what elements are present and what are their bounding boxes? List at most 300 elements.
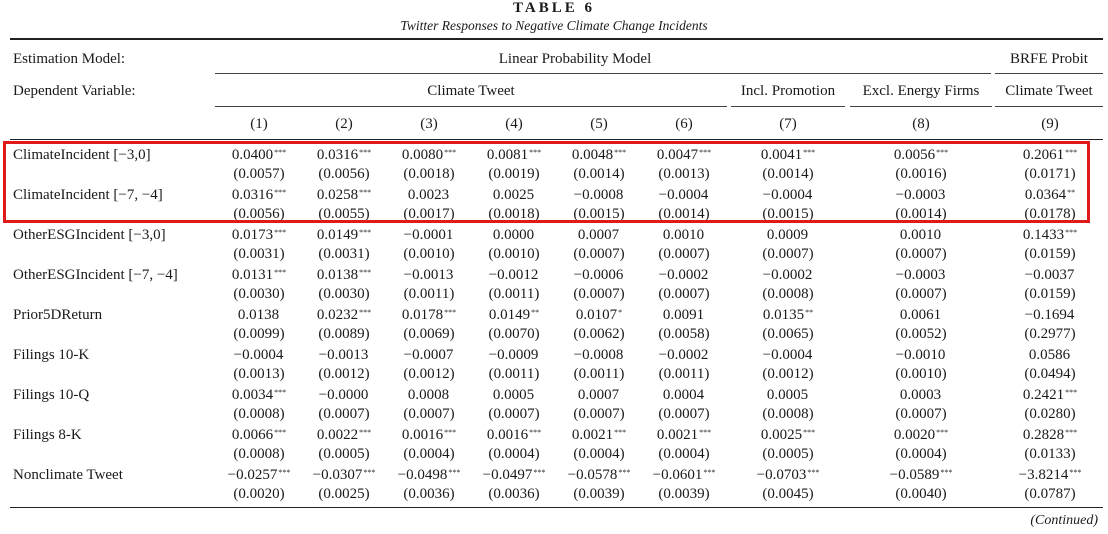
significance-stars: *** <box>618 468 631 477</box>
coefficient-value: 0.0010 <box>662 227 705 243</box>
coefficient-cell <box>469 386 559 404</box>
standard-error-cell: (0.0005) <box>318 446 370 462</box>
standard-error-cell: (0.0787) <box>1024 486 1076 502</box>
significance-stars: *** <box>614 428 627 437</box>
significance-stars: * <box>618 308 623 317</box>
standard-error-cell: (0.0017) <box>403 206 455 222</box>
coefficient-cell <box>876 466 966 484</box>
coefficient-cell <box>639 426 729 444</box>
coefficient-cell <box>299 346 389 364</box>
standard-error-cell: (0.0007) <box>573 246 625 262</box>
coefficient-value: −0.0008 <box>573 347 624 363</box>
standard-error-cell: (0.0019) <box>488 166 540 182</box>
significance-stars: *** <box>274 228 287 237</box>
significance-stars: *** <box>278 468 291 477</box>
coefficient-value: 0.0091 <box>662 307 705 323</box>
significance-stars: ** <box>1067 188 1076 197</box>
standard-error-cell: (0.0036) <box>403 486 455 502</box>
coefficient-value: 0.0316 <box>316 147 359 163</box>
coefficient-cell <box>214 226 304 244</box>
coefficient-value: −0.0002 <box>658 267 709 283</box>
row-label: Filings 10-Q <box>13 387 90 403</box>
standard-error-cell: (0.0040) <box>895 486 947 502</box>
coefficient-cell <box>384 386 474 404</box>
coefficient-value: 0.0258 <box>316 187 359 203</box>
coefficient-cell <box>743 386 833 404</box>
coefficient-cell <box>876 306 966 324</box>
coefficient-value: −0.0703 <box>756 467 807 483</box>
coefficient-cell <box>214 466 304 484</box>
coefficient-cell <box>384 346 474 364</box>
standard-error-cell: (0.0039) <box>573 486 625 502</box>
dependent-variable-label: Dependent Variable: <box>13 83 136 99</box>
standard-error-cell: (0.0055) <box>318 206 370 222</box>
coefficient-cell <box>639 306 729 324</box>
coefficient-cell <box>876 346 966 364</box>
standard-error-cell: (0.0133) <box>1024 446 1076 462</box>
coefficient-value: 0.0173 <box>231 227 274 243</box>
coefficient-cell <box>743 306 833 324</box>
coefficient-value: −0.0257 <box>227 467 278 483</box>
coefficient-cell <box>1005 386 1095 404</box>
significance-stars: *** <box>1065 148 1078 157</box>
coefficient-cell <box>469 466 559 484</box>
standard-error-cell: (0.0004) <box>573 446 625 462</box>
coefficient-cell <box>469 306 559 324</box>
dep-excl-energy: Excl. Energy Firms <box>862 83 980 99</box>
significance-stars: *** <box>359 228 372 237</box>
coefficient-value: 0.0008 <box>407 387 450 403</box>
standard-error-cell: (0.0015) <box>762 206 814 222</box>
coefficient-value: −0.0002 <box>658 347 709 363</box>
standard-error-cell: (0.0008) <box>233 446 285 462</box>
coefficient-cell <box>469 346 559 364</box>
coefficient-value: 0.0138 <box>237 307 280 323</box>
coefficient-value: −0.0008 <box>573 187 624 203</box>
significance-stars: *** <box>359 188 372 197</box>
significance-stars: *** <box>699 148 712 157</box>
coefficient-value: −0.0004 <box>762 347 813 363</box>
standard-error-cell: (0.0070) <box>488 326 540 342</box>
standard-error-cell: (0.0012) <box>318 366 370 382</box>
dep-underline-8 <box>850 106 992 107</box>
standard-error-cell: (0.0057) <box>233 166 285 182</box>
significance-stars: *** <box>803 148 816 157</box>
standard-error-cell: (0.0178) <box>1024 206 1076 222</box>
standard-error-cell: (0.0007) <box>318 406 370 422</box>
standard-error-cell: (0.0011) <box>488 286 540 302</box>
standard-error-cell: (0.0011) <box>658 366 710 382</box>
significance-stars: *** <box>359 428 372 437</box>
standard-error-cell: (0.0014) <box>762 166 814 182</box>
significance-stars: *** <box>274 268 287 277</box>
row-label: Filings 8-K <box>13 427 82 443</box>
coefficient-cell <box>639 386 729 404</box>
coefficient-value: 0.0023 <box>407 187 450 203</box>
significance-stars: *** <box>936 148 949 157</box>
column-number: (5) <box>590 116 608 132</box>
significance-stars: *** <box>533 468 546 477</box>
significance-stars: *** <box>359 268 372 277</box>
coefficient-cell <box>554 466 644 484</box>
coefficient-value: 0.0016 <box>486 427 529 443</box>
coefficient-cell <box>554 226 644 244</box>
coefficient-value: −3.8214 <box>1018 467 1069 483</box>
coefficient-cell <box>299 226 389 244</box>
coefficient-cell <box>469 266 559 284</box>
lpm-underline <box>215 73 991 74</box>
coefficient-cell <box>639 466 729 484</box>
standard-error-cell: (0.0069) <box>403 326 455 342</box>
coefficient-value: 0.2828 <box>1022 427 1065 443</box>
significance-stars: *** <box>274 388 287 397</box>
standard-error-cell: (0.0056) <box>318 166 370 182</box>
highlight-box <box>3 141 1090 223</box>
standard-error-cell: (0.0007) <box>658 406 710 422</box>
significance-stars: *** <box>444 308 457 317</box>
column-number: (7) <box>779 116 797 132</box>
significance-stars: *** <box>1065 428 1078 437</box>
top-rule <box>10 38 1103 40</box>
significance-stars: *** <box>699 428 712 437</box>
standard-error-cell: (0.0011) <box>403 286 455 302</box>
estimation-model-label: Estimation Model: <box>13 51 126 67</box>
standard-error-cell: (0.0004) <box>895 446 947 462</box>
standard-error-cell: (0.0007) <box>403 406 455 422</box>
column-number: (2) <box>335 116 353 132</box>
significance-stars: *** <box>1065 228 1078 237</box>
coefficient-value: 0.0025 <box>760 427 803 443</box>
coefficient-value: 0.2421 <box>1022 387 1065 403</box>
coefficient-cell <box>554 266 644 284</box>
column-number: (8) <box>912 116 930 132</box>
coefficient-value: 0.0080 <box>401 147 444 163</box>
significance-stars: *** <box>1069 468 1082 477</box>
significance-stars: ** <box>805 308 814 317</box>
column-number: (6) <box>675 116 693 132</box>
coefficient-cell <box>1005 306 1095 324</box>
dep-underline-9 <box>995 106 1103 107</box>
coefficient-value: −0.0498 <box>397 467 448 483</box>
coefficient-cell <box>1005 466 1095 484</box>
coefficient-cell <box>384 426 474 444</box>
bottom-rule <box>10 507 1103 508</box>
coefficient-cell <box>876 426 966 444</box>
coefficient-value: 0.0066 <box>231 427 274 443</box>
coefficient-value: −0.0009 <box>488 347 539 363</box>
coefficient-cell <box>384 266 474 284</box>
coefficient-value: 0.0000 <box>492 227 535 243</box>
standard-error-cell: (0.0010) <box>403 246 455 262</box>
standard-error-cell: (0.0011) <box>573 366 625 382</box>
significance-stars: *** <box>529 428 542 437</box>
coefficient-value: −0.0003 <box>895 187 946 203</box>
coefficient-value: 0.0004 <box>662 387 705 403</box>
coefficient-value: 0.0025 <box>492 187 535 203</box>
standard-error-cell: (0.0011) <box>488 366 540 382</box>
standard-error-cell: (0.0018) <box>403 166 455 182</box>
coefficient-cell <box>639 346 729 364</box>
coefficient-cell <box>299 466 389 484</box>
standard-error-cell: (0.0159) <box>1024 286 1076 302</box>
significance-stars: *** <box>363 468 376 477</box>
coefficient-cell <box>1005 426 1095 444</box>
coefficient-value: −0.0037 <box>1024 267 1075 283</box>
standard-error-cell: (0.0007) <box>895 286 947 302</box>
coefficient-value: 0.0135 <box>762 307 805 323</box>
column-number: (9) <box>1041 116 1059 132</box>
coefficient-cell <box>214 266 304 284</box>
standard-error-cell: (0.0012) <box>762 366 814 382</box>
coefficient-cell <box>876 266 966 284</box>
coefficient-value: 0.0400 <box>231 147 274 163</box>
standard-error-cell: (0.0014) <box>895 206 947 222</box>
significance-stars: *** <box>274 188 287 197</box>
coefficient-value: 0.0178 <box>401 307 444 323</box>
row-label: Nonclimate Tweet <box>13 467 123 483</box>
standard-error-cell: (0.0025) <box>318 486 370 502</box>
coefficient-cell <box>554 346 644 364</box>
standard-error-cell: (0.0280) <box>1024 406 1076 422</box>
significance-stars: *** <box>448 468 461 477</box>
dep-underline-1-6 <box>215 106 727 107</box>
coefficient-value: 0.0041 <box>760 147 803 163</box>
significance-stars: *** <box>274 428 287 437</box>
standard-error-cell: (0.0004) <box>658 446 710 462</box>
coefficient-value: 0.0107 <box>575 307 618 323</box>
standard-error-cell: (0.0171) <box>1024 166 1076 182</box>
standard-error-cell: (0.0065) <box>762 326 814 342</box>
coefficient-value: −0.0007 <box>403 347 454 363</box>
significance-stars: *** <box>1065 388 1078 397</box>
column-number: (1) <box>250 116 268 132</box>
standard-error-cell: (0.0030) <box>233 286 285 302</box>
standard-error-cell: (0.0015) <box>573 206 625 222</box>
continued-note: (Continued) <box>1030 513 1098 528</box>
coefficient-cell <box>743 346 833 364</box>
coefficient-cell <box>1005 266 1095 284</box>
coefficient-cell <box>214 346 304 364</box>
standard-error-cell: (0.0005) <box>762 446 814 462</box>
coefficient-value: 0.0034 <box>231 387 274 403</box>
standard-error-cell: (0.0159) <box>1024 246 1076 262</box>
dep-underline-7 <box>731 106 845 107</box>
coefficient-cell <box>639 226 729 244</box>
coefficient-value: 0.0081 <box>486 147 529 163</box>
significance-stars: *** <box>614 148 627 157</box>
standard-error-cell: (0.0008) <box>762 286 814 302</box>
coefficient-value: 0.0009 <box>766 227 809 243</box>
coefficient-value: 0.0364 <box>1024 187 1067 203</box>
coefficient-value: −0.0497 <box>482 467 533 483</box>
table-subtitle: Twitter Responses to Negative Climate Change Incidents <box>400 18 708 33</box>
significance-stars: *** <box>274 148 287 157</box>
coefficient-value: 0.0138 <box>316 267 359 283</box>
standard-error-cell: (0.0030) <box>318 286 370 302</box>
significance-stars: *** <box>936 428 949 437</box>
significance-stars: *** <box>940 468 953 477</box>
coefficient-cell <box>743 226 833 244</box>
coefficient-value: −0.0006 <box>573 267 624 283</box>
dep-climate-tweet: Climate Tweet <box>427 83 515 99</box>
column-number: (4) <box>505 116 523 132</box>
standard-error-cell: (0.0007) <box>895 406 947 422</box>
coefficient-value: 0.0022 <box>316 427 359 443</box>
standard-error-cell: (0.0004) <box>488 446 540 462</box>
coefficient-value: −0.0002 <box>762 267 813 283</box>
coefficient-value: 0.0232 <box>316 307 359 323</box>
coefficient-cell <box>214 306 304 324</box>
coefficient-cell <box>743 266 833 284</box>
significance-stars: *** <box>359 308 372 317</box>
coefficient-cell <box>299 306 389 324</box>
standard-error-cell: (0.0039) <box>658 486 710 502</box>
dep-climate-tweet-9: Climate Tweet <box>1005 83 1093 99</box>
coefficient-cell <box>384 466 474 484</box>
standard-error-cell: (0.0007) <box>573 406 625 422</box>
row-label: OtherESGIncident [−7, −4] <box>13 267 178 283</box>
standard-error-cell: (0.0007) <box>658 246 710 262</box>
standard-error-cell: (0.0089) <box>318 326 370 342</box>
coefficient-value: 0.0021 <box>656 427 699 443</box>
row-label: ClimateIncident [−7, −4] <box>13 187 163 203</box>
standard-error-cell: (0.0062) <box>573 326 625 342</box>
standard-error-cell: (0.0014) <box>573 166 625 182</box>
coefficient-value: −0.0601 <box>652 467 703 483</box>
standard-error-cell: (0.0045) <box>762 486 814 502</box>
coefficient-cell <box>876 226 966 244</box>
coefficient-value: 0.0003 <box>899 387 942 403</box>
coefficient-cell <box>743 426 833 444</box>
brfe-underline <box>995 73 1103 74</box>
coefficient-value: −0.0000 <box>318 387 369 403</box>
standard-error-cell: (0.0018) <box>488 206 540 222</box>
standard-error-cell: (0.0007) <box>895 246 947 262</box>
standard-error-cell: (0.0020) <box>233 486 285 502</box>
standard-error-cell: (0.2977) <box>1024 326 1076 342</box>
coefficient-value: 0.0007 <box>577 387 620 403</box>
coefficient-cell <box>639 266 729 284</box>
coefficient-cell <box>384 306 474 324</box>
standard-error-cell: (0.0494) <box>1024 366 1076 382</box>
row-label: Filings 10-K <box>13 347 90 363</box>
significance-stars: *** <box>444 148 457 157</box>
coefficient-value: 0.0131 <box>231 267 274 283</box>
standard-error-cell: (0.0052) <box>895 326 947 342</box>
coefficient-value: 0.0047 <box>656 147 699 163</box>
coefficient-value: 0.0149 <box>316 227 359 243</box>
significance-stars: *** <box>807 468 820 477</box>
coefficient-cell <box>554 426 644 444</box>
standard-error-cell: (0.0010) <box>895 366 947 382</box>
coefficient-value: 0.0005 <box>766 387 809 403</box>
significance-stars: *** <box>803 428 816 437</box>
standard-error-cell: (0.0007) <box>573 286 625 302</box>
column-number: (3) <box>420 116 438 132</box>
significance-stars: *** <box>359 148 372 157</box>
standard-error-cell: (0.0007) <box>488 406 540 422</box>
coefficient-cell <box>299 266 389 284</box>
standard-error-cell: (0.0004) <box>403 446 455 462</box>
coefficient-value: 0.0586 <box>1028 347 1071 363</box>
coefficient-cell <box>1005 226 1095 244</box>
coefficient-value: −0.0013 <box>403 267 454 283</box>
coefficient-value: −0.0004 <box>658 187 709 203</box>
standard-error-cell: (0.0058) <box>658 326 710 342</box>
standard-error-cell: (0.0031) <box>318 246 370 262</box>
coefficient-value: 0.0010 <box>899 227 942 243</box>
coefficient-cell <box>743 466 833 484</box>
standard-error-cell: (0.0012) <box>403 366 455 382</box>
standard-error-cell: (0.0013) <box>658 166 710 182</box>
coefficient-cell <box>876 386 966 404</box>
coefficient-value: 0.0149 <box>488 307 531 323</box>
coefficient-cell <box>554 306 644 324</box>
coefficient-cell <box>299 386 389 404</box>
row-label: OtherESGIncident [−3,0] <box>13 227 166 243</box>
coefficient-value: 0.0007 <box>577 227 620 243</box>
standard-error-cell: (0.0008) <box>233 406 285 422</box>
coefficient-cell <box>554 386 644 404</box>
coefficient-cell <box>469 426 559 444</box>
header-bottom-rule <box>10 139 1103 140</box>
coefficient-value: −0.1694 <box>1024 307 1075 323</box>
coefficient-value: 0.0056 <box>893 147 936 163</box>
coefficient-value: −0.0589 <box>889 467 940 483</box>
significance-stars: *** <box>529 148 542 157</box>
standard-error-cell: (0.0056) <box>233 206 285 222</box>
significance-stars: *** <box>444 428 457 437</box>
standard-error-cell: (0.0014) <box>658 206 710 222</box>
coefficient-value: −0.0012 <box>488 267 539 283</box>
coefficient-value: 0.0016 <box>401 427 444 443</box>
row-label: ClimateIncident [−3,0] <box>13 147 151 163</box>
standard-error-cell: (0.0013) <box>233 366 285 382</box>
coefficient-value: −0.0004 <box>233 347 284 363</box>
coefficient-cell <box>384 226 474 244</box>
coefficient-value: 0.0021 <box>571 427 614 443</box>
coefficient-value: 0.2061 <box>1022 147 1065 163</box>
dep-incl-promotion: Incl. Promotion <box>740 83 836 99</box>
coefficient-value: 0.0048 <box>571 147 614 163</box>
coefficient-value: −0.0307 <box>312 467 363 483</box>
coefficient-cell <box>469 226 559 244</box>
coefficient-value: −0.0004 <box>762 187 813 203</box>
coefficient-value: 0.0005 <box>492 387 535 403</box>
row-label: Prior5DReturn <box>13 307 103 323</box>
standard-error-cell: (0.0099) <box>233 326 285 342</box>
coefficient-value: 0.0061 <box>899 307 942 323</box>
coefficient-value: −0.0003 <box>895 267 946 283</box>
standard-error-cell: (0.0016) <box>895 166 947 182</box>
coefficient-value: 0.0020 <box>893 427 936 443</box>
coefficient-value: −0.0001 <box>403 227 454 243</box>
coefficient-value: 0.1433 <box>1022 227 1065 243</box>
standard-error-cell: (0.0036) <box>488 486 540 502</box>
coefficient-cell <box>299 426 389 444</box>
significance-stars: *** <box>703 468 716 477</box>
standard-error-cell: (0.0007) <box>762 246 814 262</box>
coefficient-cell <box>1005 346 1095 364</box>
coefficient-cell <box>214 426 304 444</box>
coefficient-value: −0.0578 <box>567 467 618 483</box>
standard-error-cell: (0.0008) <box>762 406 814 422</box>
estimation-lpm: Linear Probability Model <box>498 51 652 67</box>
coefficient-value: 0.0316 <box>231 187 274 203</box>
table-title: TABLE 6 <box>513 0 595 16</box>
coefficient-value: −0.0010 <box>895 347 946 363</box>
coefficient-value: −0.0013 <box>318 347 369 363</box>
